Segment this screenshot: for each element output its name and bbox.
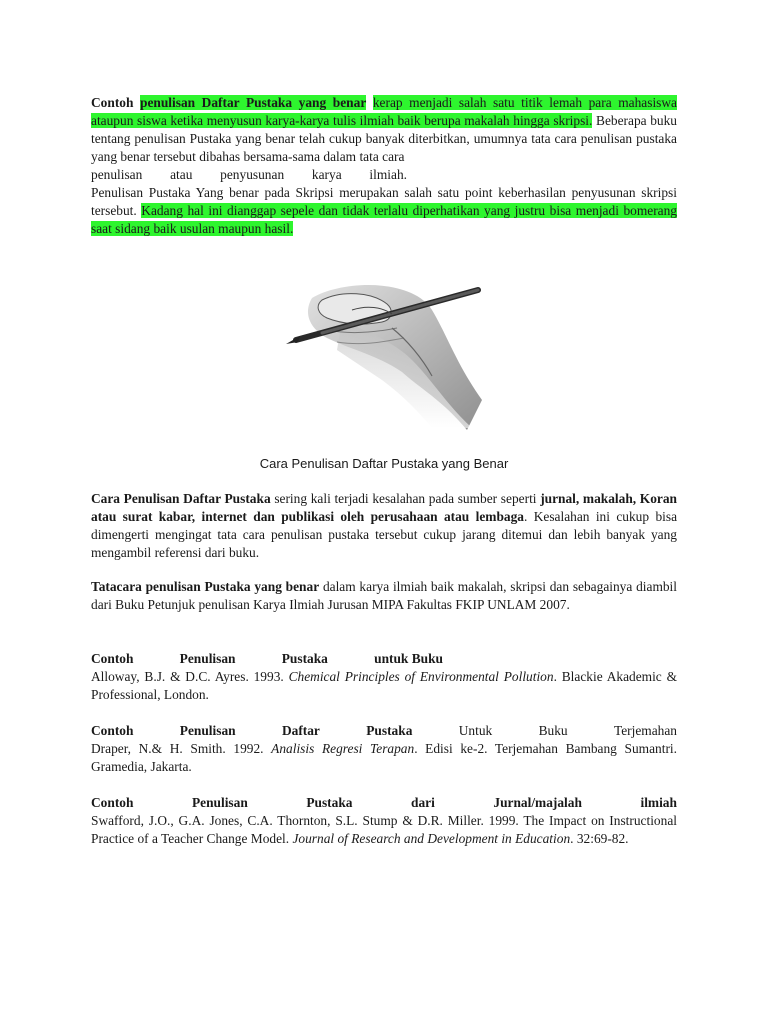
hand-writing-figure <box>282 280 488 432</box>
intro-last-line: penulisan atau penyusunan karya ilmiah. <box>91 167 407 182</box>
example-translation <box>91 722 677 776</box>
intro-p2-highlight: Kadang hal ini dianggap sepele dan tidak terlalu diperhatikan yang justru bisa menjadi bomerang saat sidang baik usulan maupun hasil. <box>91 203 677 236</box>
example-journal-reference: Swafford, J.O., G.A. Jones, C.A. Thornton, S.L. Stump & D.R. Miller. 1999. The Impact on Instructional Practice of a Teacher Change Model. Journal of Research and Development in Education. 32:69-82. <box>91 813 677 846</box>
section1-text2: . Kesalahan ini cukup bisa dimengerti mengingat tata cara penulisan pustaka tersebut cukup jarang ditemui dan lebih banyak yang mengambil referensi dari buku. <box>91 509 678 560</box>
section-tatacara <box>91 578 677 614</box>
intro-highlight-bold: penulisan Daftar Pustaka yang benar <box>140 95 367 110</box>
example-translation-reference: Draper, N.& H. Smith. 1992. Analisis Regresi Terapan. Edisi ke-2. Terjemahan Bambang Sumantri. Gramedia, Jakarta. <box>91 741 677 774</box>
intro-highlight-text: kerap menjadi salah satu titik lemah para mahasiswa ataupun siswa ketika menyusun karya-karya tulis ilmiah baik berupa makalah hingga skripsi. <box>91 95 677 128</box>
example-book-heading: Contoh Penulisan Pustaka untuk Buku <box>91 651 443 666</box>
section-cara-penulisan <box>91 490 677 562</box>
example-journal-name: Journal of Research and Development in Education <box>292 831 571 846</box>
example-journal <box>91 794 677 848</box>
intro-section <box>91 94 677 238</box>
intro-paragraph-2 <box>91 184 677 238</box>
example-book-reference: Alloway, B.J. & D.C. Ayres. 1993. Chemical Principles of Environmental Pollution. Blackie Akademic & Professional, London. <box>91 669 677 702</box>
figure-caption: Cara Penulisan Daftar Pustaka yang Benar <box>259 456 509 471</box>
intro-lead: Contoh <box>91 95 134 110</box>
section2-lead: Tatacara penulisan Pustaka yang benar <box>91 579 320 594</box>
intro-p2-text: Penulisan Pustaka Yang benar pada Skripsi merupakan salah satu point keberhasilan penyusunan skripsi tersebut. <box>91 185 677 218</box>
section1-sources: jurnal, makalah, Koran atau surat kabar, internet dan publikasi oleh perusahaan atau lembaga <box>91 491 677 524</box>
section1-lead: Cara Penulisan Daftar Pustaka <box>91 491 271 506</box>
section2-text: dalam karya ilmiah baik makalah, skripsi dan sebagainya diambil dari Buku Petunjuk penulisan Karya Ilmiah Jurusan MIPA Fakultas FKIP UNLAM 2007. <box>91 579 677 612</box>
example-translation-title: Analisis Regresi Terapan <box>271 741 415 756</box>
section1-text1: sering kali terjadi kesalahan pada sumber seperti <box>274 491 537 506</box>
intro-paragraph-1 <box>91 94 677 166</box>
example-journal-heading: Contoh Penulisan Pustaka dari Jurnal/majalah ilmiah <box>91 795 677 810</box>
hand-writing-with-pen-icon <box>282 280 488 432</box>
example-book-title: Chemical Principles of Environmental Pollution <box>288 669 554 684</box>
example-translation-heading: Contoh Penulisan Daftar Pustaka Untuk Buku Terjemahan <box>91 723 677 738</box>
intro-text: Beberapa buku tentang penulisan Pustaka yang benar telah cukup banyak diterbitkan, umumnya tata cara penulisan pustaka yang benar tersebut dibahas bersama-sama dalam tata cara <box>91 113 677 164</box>
example-book <box>91 650 677 704</box>
